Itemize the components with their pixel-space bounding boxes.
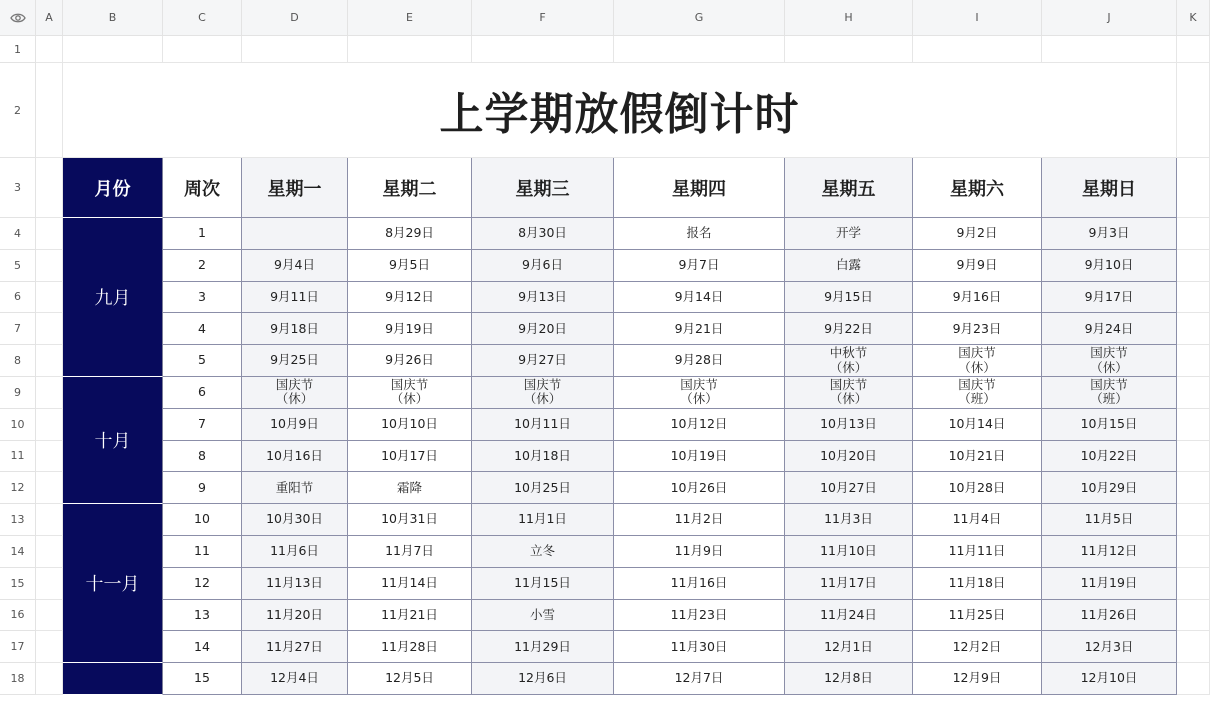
date-cell[interactable]: 国庆节 （班）: [913, 377, 1042, 409]
page-title[interactable]: 上学期放假倒计时: [63, 63, 1177, 158]
date-cell[interactable]: 11月27日: [242, 631, 348, 663]
row-header-4[interactable]: 4: [0, 218, 36, 250]
date-cell[interactable]: 9月6日: [472, 250, 614, 282]
cell[interactable]: [1177, 472, 1210, 504]
date-cell[interactable]: 10月26日: [614, 472, 785, 504]
date-cell[interactable]: 9月28日: [614, 345, 785, 377]
cell[interactable]: [242, 36, 348, 63]
date-cell[interactable]: 9月14日: [614, 282, 785, 314]
week-number-cell[interactable]: 14: [163, 631, 242, 663]
date-cell[interactable]: 11月7日: [348, 536, 472, 568]
column-header-c[interactable]: C: [163, 0, 242, 36]
cell[interactable]: [36, 250, 63, 282]
week-number-cell[interactable]: 13: [163, 600, 242, 632]
date-cell[interactable]: 10月16日: [242, 441, 348, 473]
week-column-header[interactable]: 周次: [163, 158, 242, 218]
weekday-header-5[interactable]: 星期五: [785, 158, 913, 218]
date-cell[interactable]: 12月8日: [785, 663, 913, 695]
date-cell[interactable]: 10月11日: [472, 409, 614, 441]
date-cell[interactable]: 11月17日: [785, 568, 913, 600]
cell[interactable]: [36, 36, 63, 63]
date-cell[interactable]: 11月15日: [472, 568, 614, 600]
cell[interactable]: [36, 600, 63, 632]
date-cell[interactable]: 9月5日: [348, 250, 472, 282]
date-cell[interactable]: 国庆节 （休）: [242, 377, 348, 409]
cell[interactable]: [36, 377, 63, 409]
row-header-16[interactable]: 16: [0, 600, 36, 632]
row-header-14[interactable]: 14: [0, 536, 36, 568]
date-cell[interactable]: 11月10日: [785, 536, 913, 568]
date-cell[interactable]: 9月15日: [785, 282, 913, 314]
cell[interactable]: [1177, 409, 1210, 441]
date-cell[interactable]: 9月17日: [1042, 282, 1177, 314]
column-header-f[interactable]: F: [472, 0, 614, 36]
date-cell[interactable]: 9月23日: [913, 313, 1042, 345]
row-header-13[interactable]: 13: [0, 504, 36, 536]
cell[interactable]: [1177, 36, 1210, 63]
cell[interactable]: [36, 218, 63, 250]
date-cell[interactable]: 9月24日: [1042, 313, 1177, 345]
date-cell[interactable]: 10月22日: [1042, 441, 1177, 473]
cell[interactable]: [1177, 663, 1210, 695]
date-cell[interactable]: 12月6日: [472, 663, 614, 695]
weekday-header-3[interactable]: 星期三: [472, 158, 614, 218]
date-cell[interactable]: 12月3日: [1042, 631, 1177, 663]
date-cell[interactable]: 10月27日: [785, 472, 913, 504]
date-cell[interactable]: 小雪: [472, 600, 614, 632]
weekday-header-4[interactable]: 星期四: [614, 158, 785, 218]
cell[interactable]: [36, 345, 63, 377]
column-header-i[interactable]: I: [913, 0, 1042, 36]
date-cell[interactable]: 9月21日: [614, 313, 785, 345]
date-cell[interactable]: 11月28日: [348, 631, 472, 663]
date-cell[interactable]: 11月24日: [785, 600, 913, 632]
date-cell[interactable]: 9月9日: [913, 250, 1042, 282]
month-cell[interactable]: [63, 663, 163, 695]
row-header-18[interactable]: 18: [0, 663, 36, 695]
date-cell[interactable]: 10月28日: [913, 472, 1042, 504]
date-cell[interactable]: 开学: [785, 218, 913, 250]
cell[interactable]: [1177, 313, 1210, 345]
cell[interactable]: [36, 504, 63, 536]
week-number-cell[interactable]: 1: [163, 218, 242, 250]
date-cell[interactable]: 11月5日: [1042, 504, 1177, 536]
date-cell[interactable]: 9月12日: [348, 282, 472, 314]
date-cell[interactable]: 重阳节: [242, 472, 348, 504]
cell[interactable]: [1177, 568, 1210, 600]
date-cell[interactable]: 9月11日: [242, 282, 348, 314]
month-cell[interactable]: 九月: [63, 218, 163, 377]
date-cell[interactable]: 11月2日: [614, 504, 785, 536]
date-cell[interactable]: 国庆节 （休）: [1042, 345, 1177, 377]
cell[interactable]: [36, 536, 63, 568]
date-cell[interactable]: 10月9日: [242, 409, 348, 441]
date-cell[interactable]: 立冬: [472, 536, 614, 568]
date-cell[interactable]: 9月18日: [242, 313, 348, 345]
date-cell[interactable]: 11月6日: [242, 536, 348, 568]
column-header-k[interactable]: K: [1177, 0, 1210, 36]
date-cell[interactable]: 12月1日: [785, 631, 913, 663]
date-cell[interactable]: 11月18日: [913, 568, 1042, 600]
date-cell[interactable]: 12月5日: [348, 663, 472, 695]
column-header-g[interactable]: G: [614, 0, 785, 36]
row-header-9[interactable]: 9: [0, 377, 36, 409]
cell[interactable]: [36, 63, 63, 158]
column-header-d[interactable]: D: [242, 0, 348, 36]
row-header-15[interactable]: 15: [0, 568, 36, 600]
date-cell[interactable]: 国庆节 （休）: [614, 377, 785, 409]
date-cell[interactable]: 9月10日: [1042, 250, 1177, 282]
cell[interactable]: [1177, 600, 1210, 632]
date-cell[interactable]: 9月26日: [348, 345, 472, 377]
row-header-6[interactable]: 6: [0, 282, 36, 314]
date-cell[interactable]: 报名: [614, 218, 785, 250]
date-cell[interactable]: 11月14日: [348, 568, 472, 600]
date-cell[interactable]: 11月16日: [614, 568, 785, 600]
date-cell[interactable]: 霜降: [348, 472, 472, 504]
cell[interactable]: [1042, 36, 1177, 63]
week-number-cell[interactable]: 9: [163, 472, 242, 504]
cell[interactable]: [1177, 218, 1210, 250]
week-number-cell[interactable]: 7: [163, 409, 242, 441]
week-number-cell[interactable]: 6: [163, 377, 242, 409]
month-cell[interactable]: 十一月: [63, 504, 163, 663]
date-cell[interactable]: 11月25日: [913, 600, 1042, 632]
date-cell[interactable]: 9月19日: [348, 313, 472, 345]
date-cell[interactable]: 10月30日: [242, 504, 348, 536]
date-cell[interactable]: 10月25日: [472, 472, 614, 504]
cell[interactable]: [36, 282, 63, 314]
row-header-7[interactable]: 7: [0, 313, 36, 345]
date-cell[interactable]: 10月19日: [614, 441, 785, 473]
date-cell[interactable]: 11月21日: [348, 600, 472, 632]
date-cell[interactable]: [242, 218, 348, 250]
cell[interactable]: [1177, 345, 1210, 377]
week-number-cell[interactable]: 5: [163, 345, 242, 377]
cell[interactable]: [36, 441, 63, 473]
week-number-cell[interactable]: 4: [163, 313, 242, 345]
date-cell[interactable]: 11月3日: [785, 504, 913, 536]
date-cell[interactable]: 11月29日: [472, 631, 614, 663]
date-cell[interactable]: 10月13日: [785, 409, 913, 441]
week-number-cell[interactable]: 3: [163, 282, 242, 314]
cell[interactable]: [1177, 504, 1210, 536]
column-header-a[interactable]: A: [36, 0, 63, 36]
column-header-b[interactable]: B: [63, 0, 163, 36]
date-cell[interactable]: 11月1日: [472, 504, 614, 536]
date-cell[interactable]: 10月15日: [1042, 409, 1177, 441]
date-cell[interactable]: 10月20日: [785, 441, 913, 473]
row-header-2[interactable]: 2: [0, 63, 36, 158]
date-cell[interactable]: 9月25日: [242, 345, 348, 377]
weekday-header-1[interactable]: 星期一: [242, 158, 348, 218]
cell[interactable]: [36, 472, 63, 504]
row-header-11[interactable]: 11: [0, 441, 36, 473]
cell[interactable]: [1177, 377, 1210, 409]
week-number-cell[interactable]: 15: [163, 663, 242, 695]
week-number-cell[interactable]: 12: [163, 568, 242, 600]
column-header-e[interactable]: E: [348, 0, 472, 36]
date-cell[interactable]: 10月17日: [348, 441, 472, 473]
date-cell[interactable]: 11月19日: [1042, 568, 1177, 600]
date-cell[interactable]: 11月9日: [614, 536, 785, 568]
date-cell[interactable]: 11月13日: [242, 568, 348, 600]
date-cell[interactable]: 国庆节 （班）: [1042, 377, 1177, 409]
date-cell[interactable]: 11月11日: [913, 536, 1042, 568]
date-cell[interactable]: 9月4日: [242, 250, 348, 282]
date-cell[interactable]: 9月2日: [913, 218, 1042, 250]
select-all-corner[interactable]: [0, 0, 36, 36]
cell[interactable]: [163, 36, 242, 63]
date-cell[interactable]: 中秋节 （休）: [785, 345, 913, 377]
date-cell[interactable]: 10月21日: [913, 441, 1042, 473]
date-cell[interactable]: 10月10日: [348, 409, 472, 441]
date-cell[interactable]: 国庆节 （休）: [913, 345, 1042, 377]
cell[interactable]: [36, 313, 63, 345]
cell[interactable]: [785, 36, 913, 63]
cell[interactable]: [614, 36, 785, 63]
date-cell[interactable]: 11月12日: [1042, 536, 1177, 568]
date-cell[interactable]: 8月29日: [348, 218, 472, 250]
date-cell[interactable]: 11月23日: [614, 600, 785, 632]
cell[interactable]: [1177, 282, 1210, 314]
cell[interactable]: [36, 663, 63, 695]
cell[interactable]: [1177, 158, 1210, 218]
date-cell[interactable]: 12月2日: [913, 631, 1042, 663]
date-cell[interactable]: 9月3日: [1042, 218, 1177, 250]
week-number-cell[interactable]: 11: [163, 536, 242, 568]
cell[interactable]: [36, 158, 63, 218]
date-cell[interactable]: 11月20日: [242, 600, 348, 632]
date-cell[interactable]: 11月30日: [614, 631, 785, 663]
date-cell[interactable]: 12月10日: [1042, 663, 1177, 695]
cell[interactable]: [348, 36, 472, 63]
date-cell[interactable]: 国庆节 （休）: [348, 377, 472, 409]
column-header-h[interactable]: H: [785, 0, 913, 36]
date-cell[interactable]: 9月27日: [472, 345, 614, 377]
cell[interactable]: [36, 631, 63, 663]
month-column-header[interactable]: 月份: [63, 158, 163, 218]
cell[interactable]: [36, 568, 63, 600]
date-cell[interactable]: 国庆节 （休）: [785, 377, 913, 409]
weekday-header-7[interactable]: 星期日: [1042, 158, 1177, 218]
date-cell[interactable]: 9月22日: [785, 313, 913, 345]
row-header-17[interactable]: 17: [0, 631, 36, 663]
weekday-header-2[interactable]: 星期二: [348, 158, 472, 218]
row-header-10[interactable]: 10: [0, 409, 36, 441]
date-cell[interactable]: 10月29日: [1042, 472, 1177, 504]
cell[interactable]: [1177, 250, 1210, 282]
cell[interactable]: [1177, 631, 1210, 663]
date-cell[interactable]: 10月14日: [913, 409, 1042, 441]
cell[interactable]: [472, 36, 614, 63]
date-cell[interactable]: 9月13日: [472, 282, 614, 314]
cell[interactable]: [913, 36, 1042, 63]
date-cell[interactable]: 12月7日: [614, 663, 785, 695]
cell[interactable]: [36, 409, 63, 441]
row-header-5[interactable]: 5: [0, 250, 36, 282]
date-cell[interactable]: 8月30日: [472, 218, 614, 250]
column-header-j[interactable]: J: [1042, 0, 1177, 36]
date-cell[interactable]: 12月4日: [242, 663, 348, 695]
date-cell[interactable]: 10月31日: [348, 504, 472, 536]
weekday-header-6[interactable]: 星期六: [913, 158, 1042, 218]
date-cell[interactable]: 10月18日: [472, 441, 614, 473]
row-header-1[interactable]: 1: [0, 36, 36, 63]
date-cell[interactable]: 9月20日: [472, 313, 614, 345]
date-cell[interactable]: 9月16日: [913, 282, 1042, 314]
eye-icon[interactable]: [10, 12, 26, 24]
date-cell[interactable]: 10月12日: [614, 409, 785, 441]
date-cell[interactable]: 9月7日: [614, 250, 785, 282]
week-number-cell[interactable]: 8: [163, 441, 242, 473]
date-cell[interactable]: 12月9日: [913, 663, 1042, 695]
cell[interactable]: [1177, 536, 1210, 568]
month-cell[interactable]: 十月: [63, 377, 163, 504]
date-cell[interactable]: 11月26日: [1042, 600, 1177, 632]
row-header-3[interactable]: 3: [0, 158, 36, 218]
cell[interactable]: [63, 36, 163, 63]
week-number-cell[interactable]: 2: [163, 250, 242, 282]
week-number-cell[interactable]: 10: [163, 504, 242, 536]
date-cell[interactable]: 国庆节 （休）: [472, 377, 614, 409]
cell[interactable]: [1177, 63, 1210, 158]
cell[interactable]: [1177, 441, 1210, 473]
date-cell[interactable]: 11月4日: [913, 504, 1042, 536]
row-header-12[interactable]: 12: [0, 472, 36, 504]
row-header-8[interactable]: 8: [0, 345, 36, 377]
date-cell[interactable]: 白露: [785, 250, 913, 282]
